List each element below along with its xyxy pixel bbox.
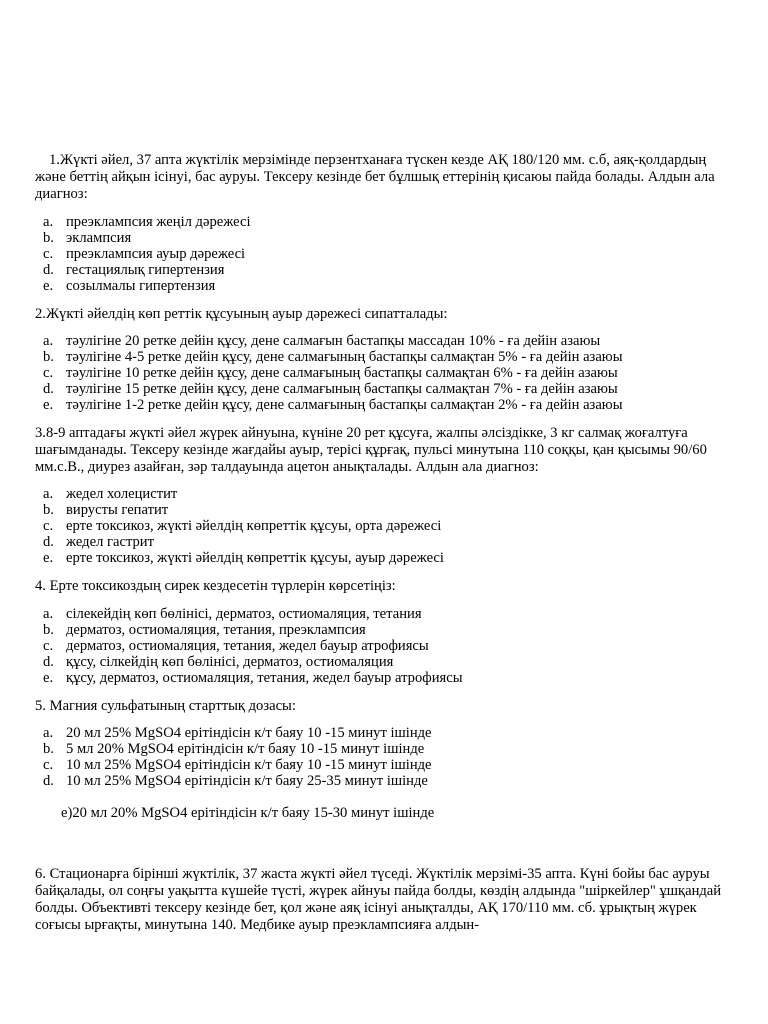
option-letter: d. [43,772,54,789]
option-text: жедел гастрит [66,534,154,551]
option-item [35,214,740,230]
option-item [35,725,740,741]
question-4-options [35,606,740,686]
option-item [35,397,740,413]
option-item [35,670,740,686]
option-text: жедел холецистит [66,486,178,503]
option-text: преэклампсия жеңіл дәрежесі [66,213,251,230]
option-letter: a. [43,605,54,622]
option-text: вирусты гепатит [66,502,169,519]
question-2-stem: 2.Жүкті әйелдің көп реттік құсуының ауыр дәрежесі сипатталады: [35,305,448,322]
option-text: дерматоз, остиомаляция, тетания, преэклампсия [66,621,366,638]
option-item [35,773,740,789]
option-letter: e. [43,550,54,567]
option-item [35,333,740,349]
option-item [35,349,740,365]
option-item [35,230,740,246]
option-letter: b. [43,502,54,519]
option-item [35,534,740,550]
option-letter: c. [43,756,54,773]
option-text: созылмалы гипертензия [66,277,216,294]
option-item [35,606,740,622]
option-item [35,654,740,670]
option-text: 20 мл 25% MgSO4 ерітіндісін к/т баяу 10 -15 минут ішінде [66,724,432,741]
option-text: тәулігіне 20 ретке дейін құсу, дене салмағын бастапқы массадан 10% - ға дейін азаюы [66,332,601,349]
option-text: 10 мл 25% MgSO4 ерітіндісін к/т баяу 10 -15 минут ішінде [66,756,432,773]
option-letter: c. [43,637,54,654]
option-letter: b. [43,229,54,246]
option-text: преэклампсия ауыр дәрежесі [66,245,246,262]
option-letter: e. [43,277,54,294]
option-letter: d. [43,534,54,551]
option-letter: b. [43,621,54,638]
question-1-stem: 1.Жүкті әйел, 37 апта жүктілік мерзімінде перзентханаға түскен кезде АҚ 180/120 мм. с.б, аяқ-қолдардың және беттің айқын ісінуі, бас ауруы. Тексеру кезінде бет бұлшық еттерінің қисаюы пайда болады. Алдын ала диагноз: [35,152,715,203]
option-item [35,757,740,773]
option-letter: e. [43,669,54,686]
option-item [35,246,740,262]
option-item [35,262,740,278]
question-2-options [35,333,740,413]
option-item [35,550,740,566]
option-text: құсу, дерматоз, остиомаляция, тетания, жедел бауыр атрофиясы [66,669,463,686]
option-letter: a. [43,724,54,741]
option-item [35,502,740,518]
option-letter: a. [43,332,54,349]
option-letter: e. [43,396,54,413]
option-item [35,278,740,294]
spacer [35,822,740,866]
question-5-options [35,725,740,789]
option-text: құсу, сілкейдің көп бөлінісі, дерматоз, остиомаляция [66,653,394,670]
option-text: 5 мл 20% MgSO4 ерітіндісін к/т баяу 10 -15 минут ішінде [66,740,425,757]
option-text: тәулігіне 10 ретке дейін құсу, дене салмағының бастапқы салмақтан 6% - ға дейін азаюы [66,364,618,381]
option-item [35,518,740,534]
question-5-option-e: e)20 мл 20% MgSO4 ерітіндісін к/т баяу 15-30 минут ішінде [61,804,435,821]
option-text: гестациялық гипертензия [66,261,225,278]
option-text: дерматоз, остиомаляция, тетания, жедел бауыр атрофиясы [66,637,429,654]
question-5-stem: 5. Магния сульфатының старттық дозасы: [35,697,296,714]
option-item [35,741,740,757]
option-text: тәулігіне 15 ретке дейін құсу, дене салмағының бастапқы салмақтан 7% - ға дейін азаюы [66,380,618,397]
option-item [35,622,740,638]
question-1-options [35,214,740,294]
option-text: 10 мл 25% MgSO4 ерітіндісін к/т баяу 25-35 минут ішінде [66,772,428,789]
option-text: эклампсия [66,229,132,246]
option-letter: b. [43,740,54,757]
option-letter: a. [43,486,54,503]
option-text: сілекейдің көп бөлінісі, дерматоз, остиомаляция, тетания [66,605,422,622]
option-letter: b. [43,348,54,365]
option-letter: a. [43,213,54,230]
option-letter: d. [43,261,54,278]
option-letter: d. [43,653,54,670]
option-item [35,486,740,502]
option-text: тәулігіне 1-2 ретке дейін құсу, дене салмағының бастапқы салмақтан 2% - ға дейін азаюы [66,396,623,413]
option-item [35,381,740,397]
option-letter: c. [43,245,54,262]
document-page [35,152,740,935]
option-item [35,365,740,381]
question-4-stem: 4. Ерте токсикоздың сирек кездесетін түрлерін көрсетіңіз: [35,578,396,595]
question-3-options [35,486,740,566]
option-text: ерте токсикоз, жүкті әйелдің көпреттік құсуы, орта дәрежесі [66,518,442,535]
option-letter: c. [43,364,54,381]
option-item [35,638,740,654]
option-text: тәулігіне 4-5 ретке дейін құсу, дене салмағының бастапқы салмақтан 5% - ға дейін азаюы [66,348,623,365]
option-letter: c. [43,518,54,535]
option-letter: d. [43,380,54,397]
question-3-stem: 3.8-9 аптадағы жүкті әйел жүрек айнуына, күніне 20 рет құсуға, жалпы әлсіздікке, 3 кг салмақ жоғалтуға шағымданады. Тексеру кезінде жағдайы ауыр, терісі құрғақ, пульсі минутына 110 соққы, қан қысымы 90/60 мм.с.В., диурез азайған, зәр талдауында ацетон анықталады. Алдын ала диагноз: [35,424,707,476]
question-6-stem: 6. Стационарға бірінші жүктілік, 37 жаста жүкті әйел түседі. Жүктілік мерзімі-35 апта. Күні бойы бас ауруы байқалады, ол соңғы уақытта күшейе түсті, жүрек айнуы пайда болды, көздің алдында "шіркейлер" ұшқандай болды. Объективті тексеру кезінде бет, қол және аяқ ісінуі анықталды, АҚ 170/110 мм. сб. ұрықтың жүрек соғысы ырғақты, минутына 140. Медбике ауыр преэклампсияға алдын- [35,865,722,934]
option-text: ерте токсикоз, жүкті әйелдің көпреттік құсуы, ауыр дәрежесі [66,550,444,567]
